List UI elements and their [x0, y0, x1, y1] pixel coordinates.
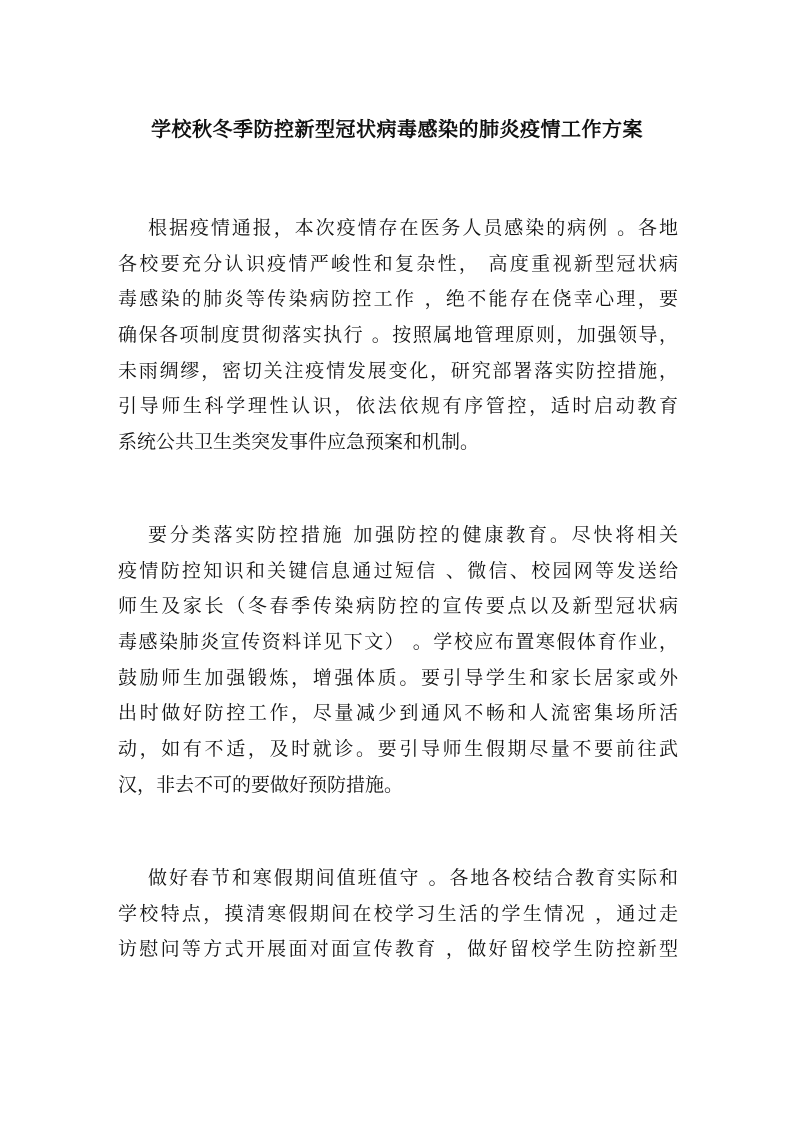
paragraph-line: 根据疫情通报，本次疫情存在医务人员感染的病例 。各地	[148, 217, 678, 239]
paragraph-line: 要分类落实防控措施 加强防控的健康教育。尽快将相关	[148, 524, 678, 546]
paragraph-line: 学校特点，摸清寒假期间在校学习生活的学生情况 ，通过走	[118, 902, 678, 925]
paragraph-line: 毒感染肺炎宣传资料详见下文） 。学校应布置寒假体育作业，	[118, 631, 678, 654]
paragraph-1	[118, 211, 678, 461]
paragraph-line: 鼓励师生加强锻炼，增强体质。要引导学生和家长居家或外	[118, 666, 678, 689]
paragraph-line: 汉，非去不可的要做好预防措施。	[118, 773, 404, 796]
paragraph-line: 出时做好防控工作，尽量减少到通风不畅和人流密集场所活	[118, 702, 678, 725]
paragraph-3	[118, 861, 678, 968]
paragraph-line: 确保各项制度贯彻落实执行 。按照属地管理原则，加强领导，	[118, 324, 678, 347]
paragraph-line: 师生及家长（冬春季传染病防控的宣传要点以及新型冠状病	[118, 595, 678, 618]
paragraph-line: 各校要充分认识疫情严峻性和复杂性， 高度重视新型冠状病	[118, 252, 678, 275]
paragraph-line: 疫情防控知识和关键信息通过短信 、微信、校园网等发送给	[118, 559, 678, 582]
paragraph-line: 做好春节和寒假期间值班值守 。各地各校结合教育实际和	[148, 867, 678, 889]
paragraph-line: 毒感染的肺炎等传染病防控工作 ，绝不能存在侥幸心理，要	[118, 288, 678, 311]
paragraph-line: 系统公共卫生类突发事件应急预案和机制。	[118, 431, 480, 454]
paragraph-2	[118, 518, 678, 804]
paragraph-line: 访慰问等方式开展面对面宣传教育 ，做好留校学生防控新型	[118, 938, 678, 961]
paragraph-line: 引导师生科学理性认识，依法依规有序管控，适时启动教育	[118, 395, 678, 418]
paragraph-line: 未雨绸缪，密切关注疫情发展变化，研究部署落实防控措施，	[118, 359, 678, 382]
document-title: 学校秋冬季防控新型冠状病毒感染的肺炎疫情工作方案	[151, 117, 643, 141]
paragraph-line: 动，如有不适，及时就诊。要引导师生假期尽量不要前往武	[118, 738, 678, 761]
